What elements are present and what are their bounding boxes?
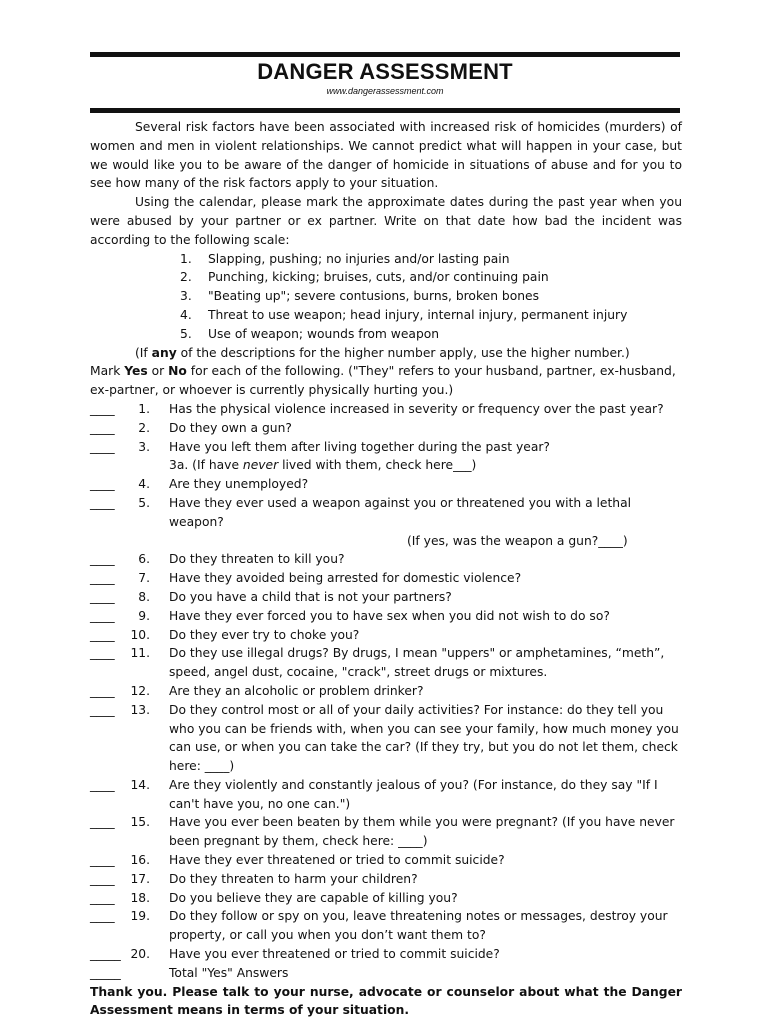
scale-item: 3. "Beating up"; severe contusions, burns, broken bones: [180, 289, 539, 304]
answer-blank[interactable]: ____: [90, 853, 115, 868]
instructions: Mark Yes or No for each of the following. ("They" refers to your husband, partner, ex-husband, ex-partner, or whoever is currently physically hurting you.): [90, 364, 676, 398]
question-2[interactable]: ____ 2. Do they own a gun?: [90, 419, 682, 438]
answer-blank[interactable]: ____: [90, 871, 115, 886]
answer-blank[interactable]: ____: [90, 589, 115, 604]
header-bottom-rule: [90, 108, 680, 113]
scale-item: 2. Punching, kicking; bruises, cuts, and/or continuing pain: [180, 270, 549, 285]
top-rule: [90, 52, 680, 57]
question-12[interactable]: ____ 12. Are they an alcoholic or problem drinker?: [90, 682, 682, 701]
scale-item: 4. Threat to use weapon; head injury, internal injury, permanent injury: [180, 307, 628, 322]
question-5[interactable]: ____ 5. Have they ever used a weapon against you or threatened you with a lethal weapon?: [90, 495, 632, 529]
answer-blank[interactable]: ____: [90, 815, 115, 830]
intro-paragraph-2: Using the calendar, please mark the approximate dates during the past year when you were abused by your partner or ex partner. Write on that date how bad the incident was according to the following scale:: [90, 195, 682, 247]
answer-blank[interactable]: ____: [90, 439, 115, 454]
question-11[interactable]: ____ 11. Do they use illegal drugs? By drugs, I mean "uppers" or amphetamines, “meth”, speed, angel dust, cocaine, "crack", street drugs or mixtures.: [90, 646, 665, 680]
scale-note: (If any of the descriptions for the higher number apply, use the higher number.): [135, 345, 630, 360]
answer-blank[interactable]: ____: [90, 683, 115, 698]
severity-scale: [90, 250, 682, 344]
question-4[interactable]: ____ 4. Are they unemployed?: [90, 475, 682, 494]
total-yes-answers[interactable]: _____ Total "Yes" Answers: [90, 964, 682, 983]
total-blank[interactable]: _____: [90, 965, 121, 980]
answer-blank[interactable]: ____: [90, 702, 115, 717]
thank-you-note: Thank you. Please talk to your nurse, advocate or counselor about what the Danger Assessment means in terms of your situation.: [90, 984, 682, 1018]
scale-item: 5. Use of weapon; wounds from weapon: [180, 326, 440, 341]
intro-paragraph-1: Several risk factors have been associated with increased risk of homicides (murders) of women and men in violent relationships. We cannot predict what will happen in your case, but we would like you to be aware of the danger of homicide in situations of abuse and for you to see how many of the risk factors apply to your situation.: [90, 120, 682, 191]
question-19[interactable]: ____ 19. Do they follow or spy on you, leave threatening notes or messages, destroy your property, or call you when you don’t want them to?: [90, 909, 668, 943]
question-7[interactable]: ____ 7. Have they avoided being arrested for domestic violence?: [90, 569, 682, 588]
scale-item: 1. Slapping, pushing; no injuries and/or lasting pain: [180, 251, 510, 266]
question-1[interactable]: ____ 1. Has the physical violence increased in severity or frequency over the past year?: [90, 400, 682, 419]
question-5-gun-note[interactable]: (If yes, was the weapon a gun?____): [407, 533, 628, 548]
question-16[interactable]: ____ 16. Have they ever threatened or tried to commit suicide?: [90, 851, 682, 870]
answer-blank[interactable]: ____: [90, 477, 115, 492]
answer-blank[interactable]: ____: [90, 495, 115, 510]
answer-blank[interactable]: _____: [90, 947, 121, 962]
website-url: www.dangerassessment.com: [326, 86, 444, 96]
question-13[interactable]: ____ 13. Do they control most or all of your daily activities? For instance: do they tell you who you can be friends with, when you can see your family, how much money you can use, or when you can take the car? (If they try, but you do not let them, check here: ____): [90, 702, 679, 774]
question-10[interactable]: ____ 10. Do they ever try to choke you?: [90, 626, 682, 645]
question-18[interactable]: ____ 18. Do you believe they are capable of killing you?: [90, 889, 682, 908]
question-15[interactable]: ____ 15. Have you ever been beaten by them while you were pregnant? (If you have never been pregnant by them, check here: ____): [90, 815, 675, 849]
question-3[interactable]: ____ 3. Have you left them after living together during the past year?: [90, 438, 682, 457]
page-title: DANGER ASSESSMENT: [257, 59, 513, 84]
question-9[interactable]: ____ 9. Have they ever forced you to have sex when you did not wish to do so?: [90, 607, 682, 626]
answer-blank[interactable]: ____: [90, 401, 115, 416]
answer-blank[interactable]: ____: [90, 627, 115, 642]
question-17[interactable]: ____ 17. Do they threaten to harm your children?: [90, 870, 682, 889]
question-20[interactable]: _____ 20. Have you ever threatened or tried to commit suicide?: [90, 945, 682, 964]
question-8[interactable]: ____ 8. Do you have a child that is not your partners?: [90, 588, 682, 607]
answer-blank[interactable]: ____: [90, 890, 115, 905]
question-6[interactable]: ____ 6. Do they threaten to kill you?: [90, 550, 682, 569]
answer-blank[interactable]: ____: [90, 777, 115, 792]
question-14[interactable]: ____ 14. Are they violently and constantly jealous of you? (For instance, do they say "If I can't have you, no one can."): [90, 777, 658, 811]
document-body: [90, 118, 682, 1020]
answer-blank[interactable]: ____: [90, 646, 115, 661]
answer-blank[interactable]: ____: [90, 552, 115, 567]
answer-blank[interactable]: ____: [90, 571, 115, 586]
question-3a[interactable]: 3a. (If have never lived with them, check here___): [169, 458, 477, 473]
answer-blank[interactable]: ____: [90, 909, 115, 924]
answer-blank[interactable]: ____: [90, 420, 115, 435]
answer-blank[interactable]: ____: [90, 608, 115, 623]
